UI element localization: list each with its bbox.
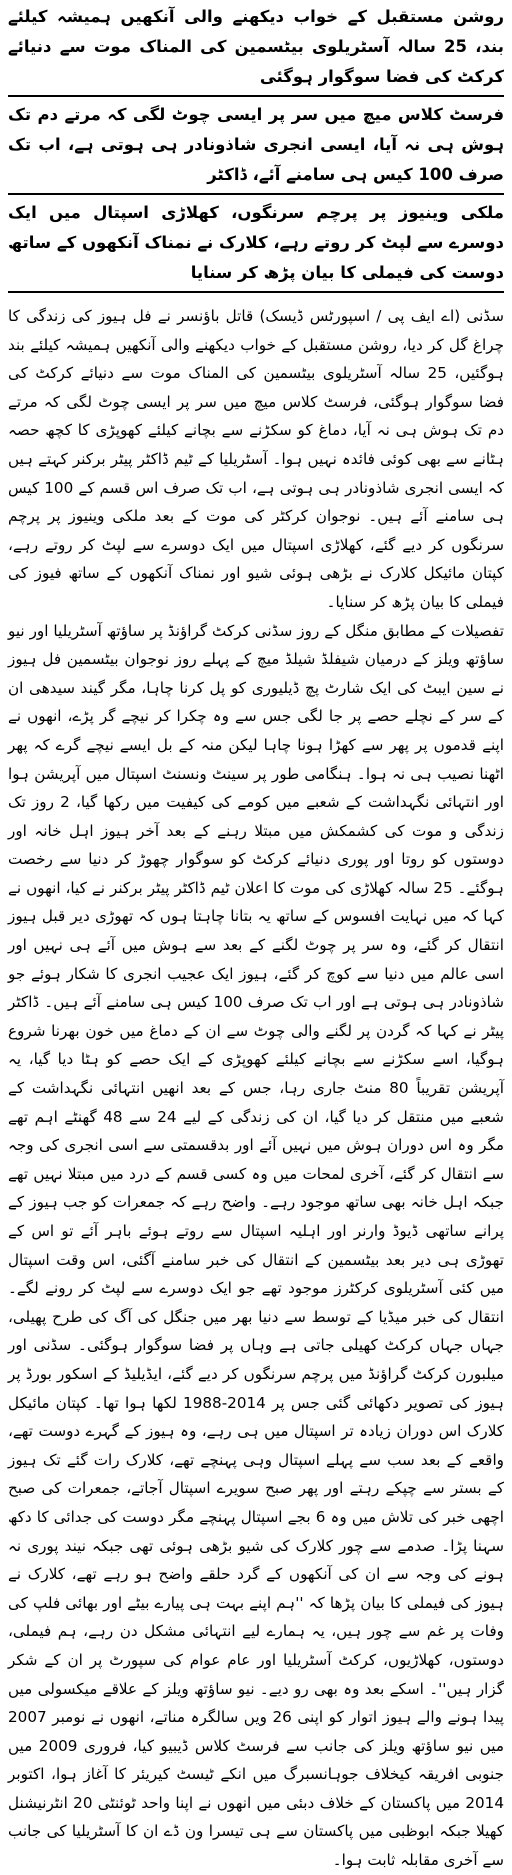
headline-sub-1: فرسٹ کلاس میچ میں سر پر ایسی چوٹ لگی کہ مرتے دم تک ہوش ہی نہ آیا، ایسی انجری شاذونادر ہی ہوتی ہے، اب تک صرف 100 کیس ہی سامنے آئے، ڈاکٹر [8,105,504,184]
divider [8,193,504,195]
article-paragraph: سڈنی (اے ایف پی / اسپورٹس ڈیسک) قاتل باؤنسر نے فل ہیوز کی زندگی کا چراغ گل کر دیا، روشن مستقبل کے خواب دیکھنے والی آنکھیں ہمیشہ کیلئے بند ہوگئیں، 25 سالہ آسٹریلوی بیٹسمین کی المناک موت سے دنیائے کرکٹ کی فضا سوگوار ہوگئی، فرسٹ کلاس میچ میں سر پر ایسی چوٹ لگی کہ مرتے دم تک ہوش ہی نہ آیا، دماغ کو سکڑنے سے بچانے کیلئے کھوپڑی کا کچھ حصہ ہٹانے سے بھی کوئی فائدہ نہیں ہوا۔ آسٹریلیا کے ٹیم ڈاکٹر پیٹر برکنر کہتے ہیں کہ ایسی انجری شاذونادر ہی ہوتی ہے، اب تک صرف اس قسم کے 100 کیس ہی سامنے آئے ہیں۔ نوجوان کرکٹر کی موت کے بعد ملکی وینیوز پر پرچم سرنگوں کر دیے گئے، کھلاڑی اسپتال میں ایک دوسرے سے لپٹ کر روتے رہے، کپتان مائیکل کلارک نے بڑھی ہوئی شیو اور نمناک آنکھوں کے ساتھ فیوز کی فیملی کا بیان پڑھ کر سنایا۔ [8,307,504,611]
article-paragraph: تفصیلات کے مطابق منگل کے روز سڈنی کرکٹ گراؤنڈ پر ساؤتھ آسٹریلیا اور نیو ساؤتھ ویلز کے درمیان شیفلڈ شیلڈ میچ کے پہلے روز نوجوان بیٹسمین فل ہیوز نے سین ایبٹ کی ایک شارٹ پچ ڈیلیوری کو پل کرنا چاہا، مگر گیند سیدھی ان کے سر کے نچلے حصے پر جا لگی جس سے وہ چکرا کر نیچے گر پڑے، انھوں نے اپنے قدموں پر پھر سے کھڑا ہونا چاہا لیکن منہ کے بل ایسے نیچے گرے کہ پھر اٹھنا نصیب ہی نہ ہوا۔ ہنگامی طور پر سینٹ ونسنٹ اسپتال میں آپریشن ہوا اور انتہائی نگہداشت کے شعبے میں کومے کی کیفیت میں رکھا گیا، 2 روز تک زندگی و موت کی کشمکش میں مبتلا رہنے کے بعد آخر ہیوز اہل خانہ اور دوستوں کو روتا اور پوری دنیائے کرکٹ کو سوگوار چھوڑ کر دنیا سے رخصت ہوگئے۔ 25 سالہ کھلاڑی کی موت کا اعلان ٹیم ڈاکٹر پیٹر برکنر نے کیا، انھوں نے کہا کہ میں نہایت افسوس کے ساتھ یہ بتانا چاہتا ہوں کہ تھوڑی دیر قبل ہیوز انتقال کر گئے، وہ سر پر چوٹ لگنے کے بعد سے ہوش میں آئے ہی نہیں اور اسی عالم میں دنیا سے کوچ کر گئے، ہیوز ایک عجیب انجری کا شکار ہوئے جو شاذونادر ہی ہوتی ہے اور اب تک صرف 100 کیس ہی سامنے آئے ہیں۔ ڈاکٹر پیٹر نے کہا کہ گردن پر لگنے والی چوٹ سے ان کے دماغ میں خون بھرنا شروع ہوگیا، اسے سکڑنے سے بچانے کیلئے کھوپڑی کے ایک حصے کو ہٹا دیا گیا، یہ آپریشن تقریباً 80 منٹ جاری رہا، جس کے بعد انھیں انتہائی نگہداشت کے شعبے میں منتقل کر دیا گیا، ان کی زندگی کے لیے 24 سے 48 گھنٹے اہم تھے مگر وہ اس دوران ہوش میں نہیں آئے اور بدقسمتی سے اسی انجری کی وجہ سے انتقال کر گئے، آخری لمحات میں وہ کسی قسم کے درد میں مبتلا نہیں تھے جبکہ اہل خانہ بھی ساتھ موجود رہے۔ واضح رہے کہ جمعرات کو جب ہیوز کے پرانے ساتھی ڈیوڈ وارنر اور اہلیہ اسپتال سے روتے ہوئے باہر آئے تو اس کے تھوڑی ہی دیر بعد بیٹسمین کے انتقال کی خبر سامنے آگئی، اس وقت اسپتال میں کئی آسٹریلوی کرکٹرز موجود تھے جو ایک دوسرے سے لپٹ کر رونے لگے۔ انتقال کی خبر میڈیا کے توسط سے دنیا بھر میں جنگل کی آگ کی طرح پھیلی، جہاں جہاں کرکٹ کھیلی جاتی ہے وہاں پر فضا سوگوار ہوگئی۔ سڈنی اور میلبورن کرکٹ گراؤنڈ میں پرچم سرنگوں کر دیے گئے، ایڈیلیڈ کے اسکور بورڈ پر ہیوز کی تصویر دکھائی گئی جس پر 2014-1988 لکھا ہوا تھا۔ کپتان مائیکل کلارک اس دوران زیادہ تر اسپتال میں ہی رہے، وہ ہیوز کے گہرے دوست تھے، واقعے کے بعد سب سے پہلے اسپتال وہی پہنچے تھے، کلارک رات گئے تک ہیوز کے بستر سے چپکے رہتے اور پھر صبح سویرے اسپتال آجاتے، جمعرات کی صبح اچھی خبر کی تلاش میں وہ 6 بجے اسپتال پہنچے مگر دوست کی جدائی کا دکھ سہنا پڑا۔ صدمے سے چور کلارک کی شیو بڑھی ہوئی تھی جبکہ نیند پوری نہ ہونے کی وجہ سے ان کی آنکھوں کے گرد حلقے واضح ہو رہے تھے، کلارک نے ہیوز کی فیملی کا بیان پڑھا کہ ''ہم اپنے بہت ہی پیارے بیٹے اور بھائی فلپ کی وفات پر غم سے چور ہیں، یہ ہمارے لیے انتہائی مشکل دن رہے، ہم فیملی، دوستوں، کھلاڑیوں، کرکٹ آسٹریلیا اور عام عوام کی سپورٹ پر ان کے شکر گزار ہیں''۔ اسکے بعد وہ بھی رو دیے۔ نیو ساؤتھ ویلز کے علاقے میکسولی میں پیدا ہونے والے ہیوز اتوار کو اپنی 26 ویں سالگرہ مناتے، انھوں نے نومبر 2007 میں نیو ساؤتھ ویلز کی جانب سے فرسٹ کلاس ڈیبیو کیا، فروری 2009 میں جنوبی افریقہ کیخلاف جوہانسبرگ میں انکے ٹیسٹ کیریئر کا آغاز ہوا، اکتوبر 2014 میں پاکستان کے خلاف دبئی میں انھوں نے اپنا واحد ٹوئنٹی 20 انٹرنیشنل کھیلا جبکہ ابوظبی میں پاکستان سے ہی تیسرا ون ڈے ان کا آسٹریلیا کی جانب سے آخری مقابلہ ثابت ہوا۔ [8,621,505,1870]
divider [8,95,504,97]
divider [8,291,504,293]
headline-sub-2: ملکی وینیوز پر پرچم سرنگوں، کھلاڑی اسپتال میں ایک دوسرے سے لپٹ کر روتے رہے، کلارک نے نمناک آنکھوں کے ساتھ دوست کی فیملی کا بیان پڑھ کر سنایا [8,203,504,282]
article-body [8,296,504,1875]
headline-main: روشن مستقبل کے خواب دیکھنے والی آنکھیں ہمیشہ کیلئے بند، 25 سالہ آسٹریلوی بیٹسمین کی المناک موت سے دنیائے کرکٹ کی فضا سوگوار ہوگئی [8,7,504,86]
